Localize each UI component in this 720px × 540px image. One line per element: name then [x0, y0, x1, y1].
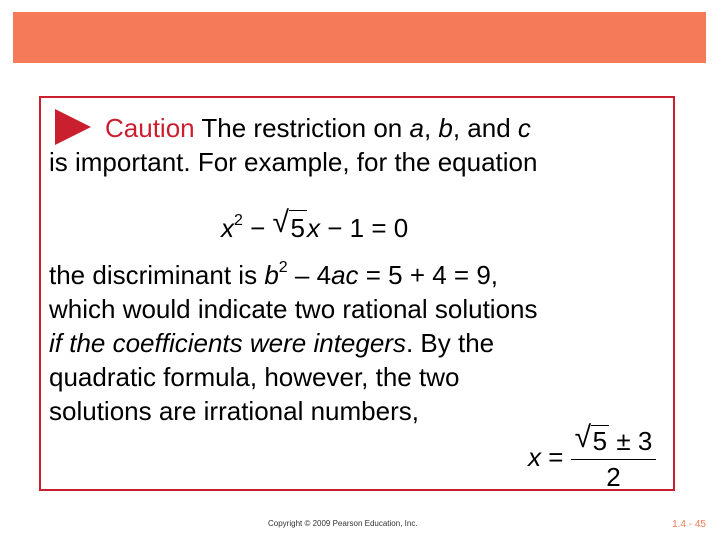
- caution-box: [39, 96, 675, 491]
- copyright-notice: Copyright © 2009 Pearson Education, Inc.: [268, 519, 418, 528]
- equation-1: [221, 204, 408, 245]
- eq1-x2: x: [307, 213, 321, 243]
- para2-l2: which would indicate two rational solutions: [49, 294, 538, 324]
- discriminant-paragraph: [49, 251, 538, 428]
- sep1: ,: [423, 113, 439, 143]
- para2-l3-rest: . By the: [405, 328, 495, 358]
- eq1-x: x: [221, 213, 234, 243]
- eq2-pm: ± 3: [609, 426, 653, 456]
- sep2: , and: [452, 113, 518, 143]
- para1-line2: is important. For example, for the equation: [49, 147, 538, 177]
- var-c: c: [517, 113, 531, 143]
- para2-l1c: – 4: [287, 260, 332, 290]
- para2-l5: solutions are irrational numbers,: [49, 396, 419, 426]
- para2-l4: quadratic formula, however, the two: [49, 362, 460, 392]
- var-a: a: [409, 113, 424, 143]
- para2-l3-italic: if the coefficients were integers: [49, 328, 406, 358]
- eq2-x: x: [528, 441, 541, 472]
- para2-l1e: = 5 + 4 = 9,: [358, 260, 499, 290]
- eq2-denominator: 2: [606, 462, 621, 492]
- sqrt-icon: √: [574, 421, 592, 454]
- para2-ac: ac: [331, 260, 359, 290]
- sqrt-icon: √: [272, 206, 290, 239]
- caution-paragraph: [49, 111, 537, 179]
- para2-l1a: the discriminant is: [49, 260, 265, 290]
- equation-2: [528, 421, 656, 493]
- top-banner: [13, 12, 706, 63]
- caution-label: Caution: [105, 113, 195, 143]
- para1-text: The restriction on: [194, 113, 410, 143]
- eq1-radical: [272, 206, 307, 245]
- eq1-minus: −: [242, 213, 273, 243]
- eq2-equals: =: [541, 441, 571, 472]
- para2-b: b: [264, 260, 279, 290]
- para2-exp: 2: [278, 259, 288, 276]
- eq2-fraction: [571, 421, 657, 493]
- eq2-radical: [574, 421, 609, 457]
- var-b: b: [438, 113, 453, 143]
- eq1-rest: − 1 = 0: [320, 213, 409, 243]
- eq2-radicand: 5: [592, 426, 608, 456]
- eq1-exponent: 2: [234, 212, 243, 229]
- eq1-radicand: 5: [290, 213, 306, 243]
- page-number: 1.4 - 45: [672, 519, 706, 530]
